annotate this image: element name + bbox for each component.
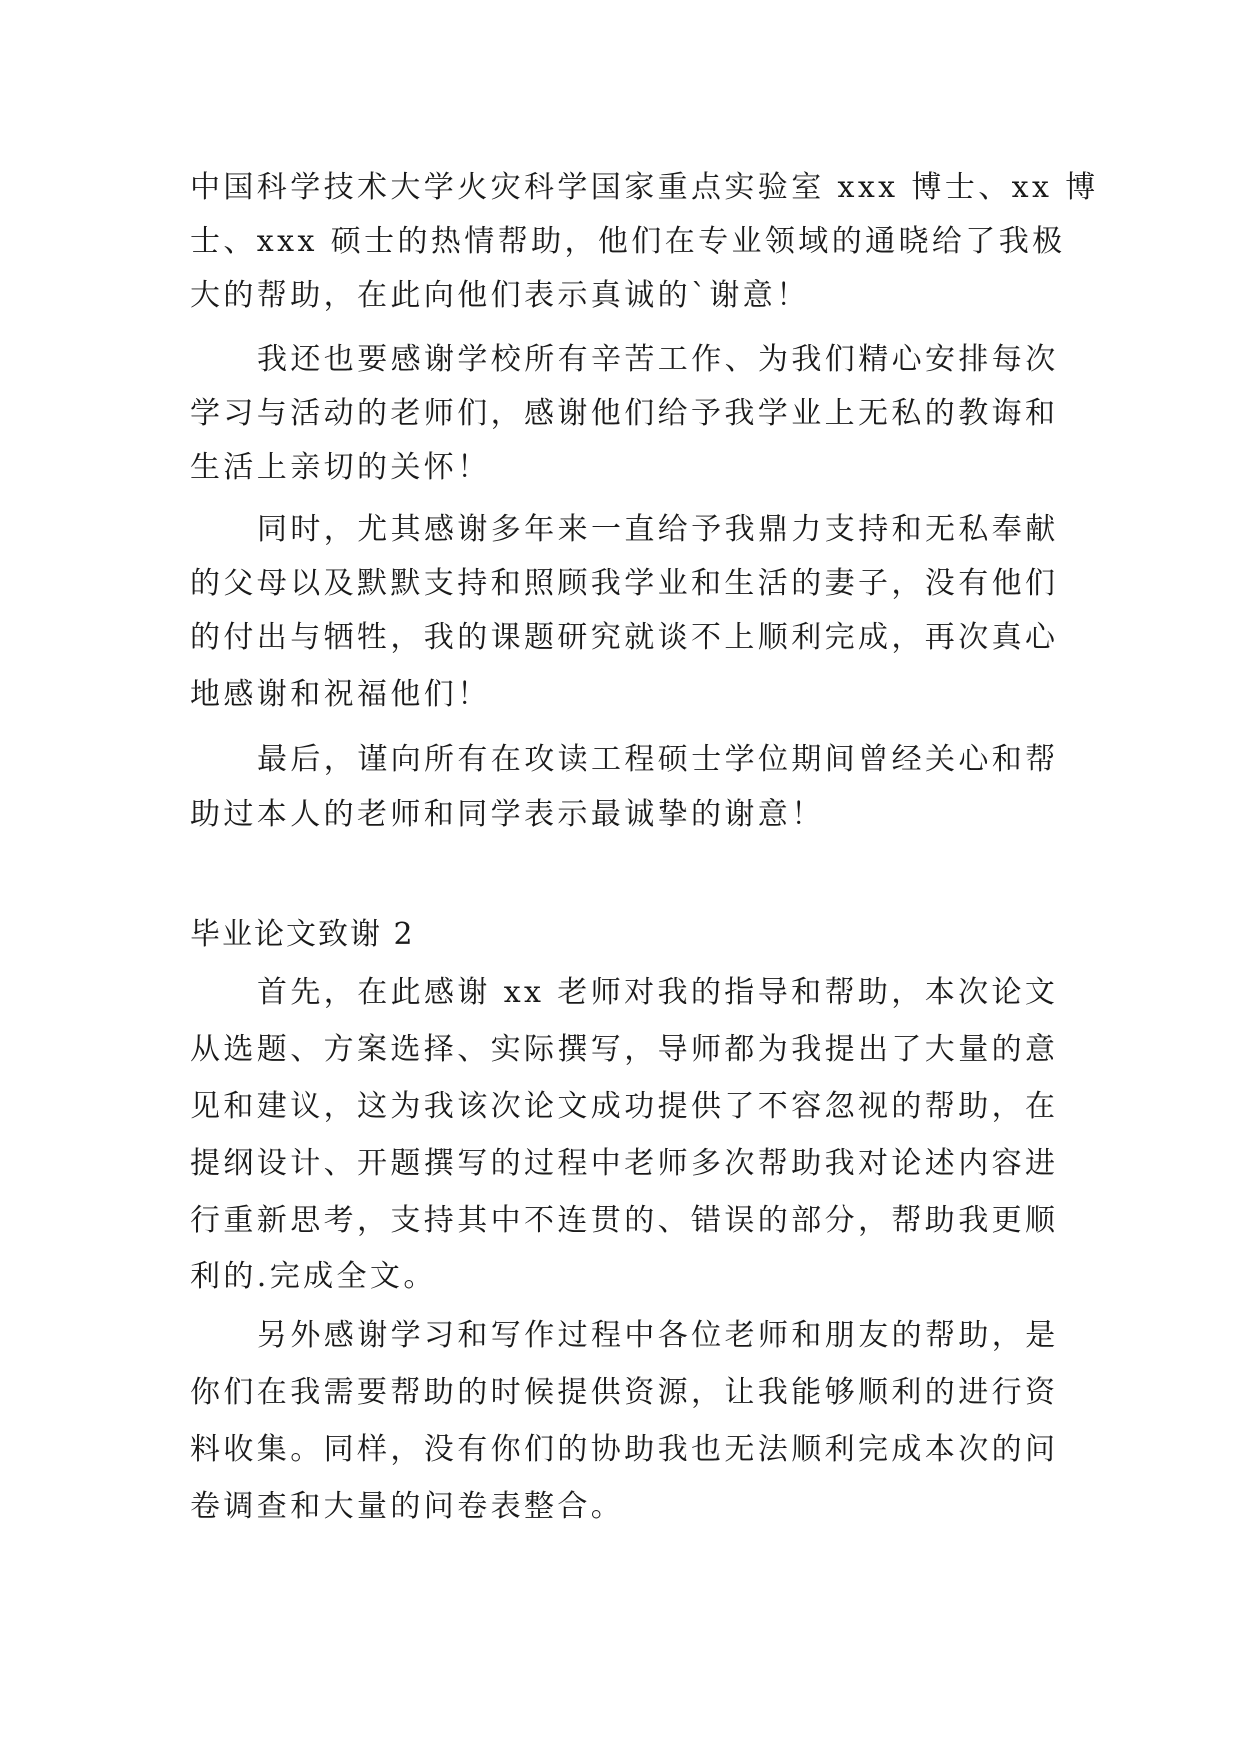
paragraph-line: 地感谢和祝福他们！ (190, 677, 491, 712)
paragraph-line: 另外感谢学习和写作过程中各位老师和朋友的帮助，是 (257, 1318, 1059, 1353)
paragraph-line: 士、xxx 硕士的热情帮助，他们在专业领域的通晓给了我极 (190, 224, 1066, 259)
paragraph-line: 我还也要感谢学校所有辛苦工作、为我们精心安排每次 (257, 342, 1059, 377)
paragraph-line: 大的帮助，在此向他们表示真诚的`谢意！ (190, 278, 810, 313)
paragraph-line: 利的.完成全文。 (190, 1259, 437, 1294)
paragraph-line: 你们在我需要帮助的时候提供资源，让我能够顺利的进行资 (190, 1375, 1059, 1410)
paragraph-line: 首先，在此感谢 xx 老师对我的指导和帮助，本次论文 (257, 975, 1059, 1010)
paragraph-line: 生活上亲切的关怀！ (190, 450, 491, 485)
paragraph-line: 中国科学技术大学火灾科学国家重点实验室 xxx 博士、xx 博 (190, 170, 1099, 205)
paragraph-line: 从选题、方案选择、实际撰写，导师都为我提出了大量的意 (190, 1032, 1059, 1067)
paragraph-line: 的父母以及默默支持和照顾我学业和生活的妻子，没有他们 (190, 566, 1059, 601)
paragraph-line: 助过本人的老师和同学表示最诚挚的谢意！ (190, 797, 825, 832)
paragraph-line: 的付出与牺牲，我的课题研究就谈不上顺利完成，再次真心 (190, 620, 1059, 655)
paragraph-line: 见和建议，这为我该次论文成功提供了不容忽视的帮助，在 (190, 1089, 1059, 1124)
section-heading-text: 毕业论文致谢 2 (190, 917, 415, 952)
paragraph-line: 最后，谨向所有在攻读工程硕士学位期间曾经关心和帮 (257, 742, 1059, 777)
paragraph-line: 提纲设计、开题撰写的过程中老师多次帮助我对论述内容进 (190, 1146, 1059, 1181)
paragraph-line: 学习与活动的老师们，感谢他们给予我学业上无私的教诲和 (190, 396, 1059, 431)
paragraph-line: 同时，尤其感谢多年来一直给予我鼎力支持和无私奉献 (257, 512, 1059, 547)
paragraph-line: 卷调查和大量的问卷表整合。 (190, 1489, 625, 1524)
paragraph-line: 料收集。同样，没有你们的协助我也无法顺利完成本次的问 (190, 1432, 1059, 1467)
paragraph-line: 行重新思考，支持其中不连贯的、错误的部分，帮助我更顺 (190, 1203, 1059, 1238)
